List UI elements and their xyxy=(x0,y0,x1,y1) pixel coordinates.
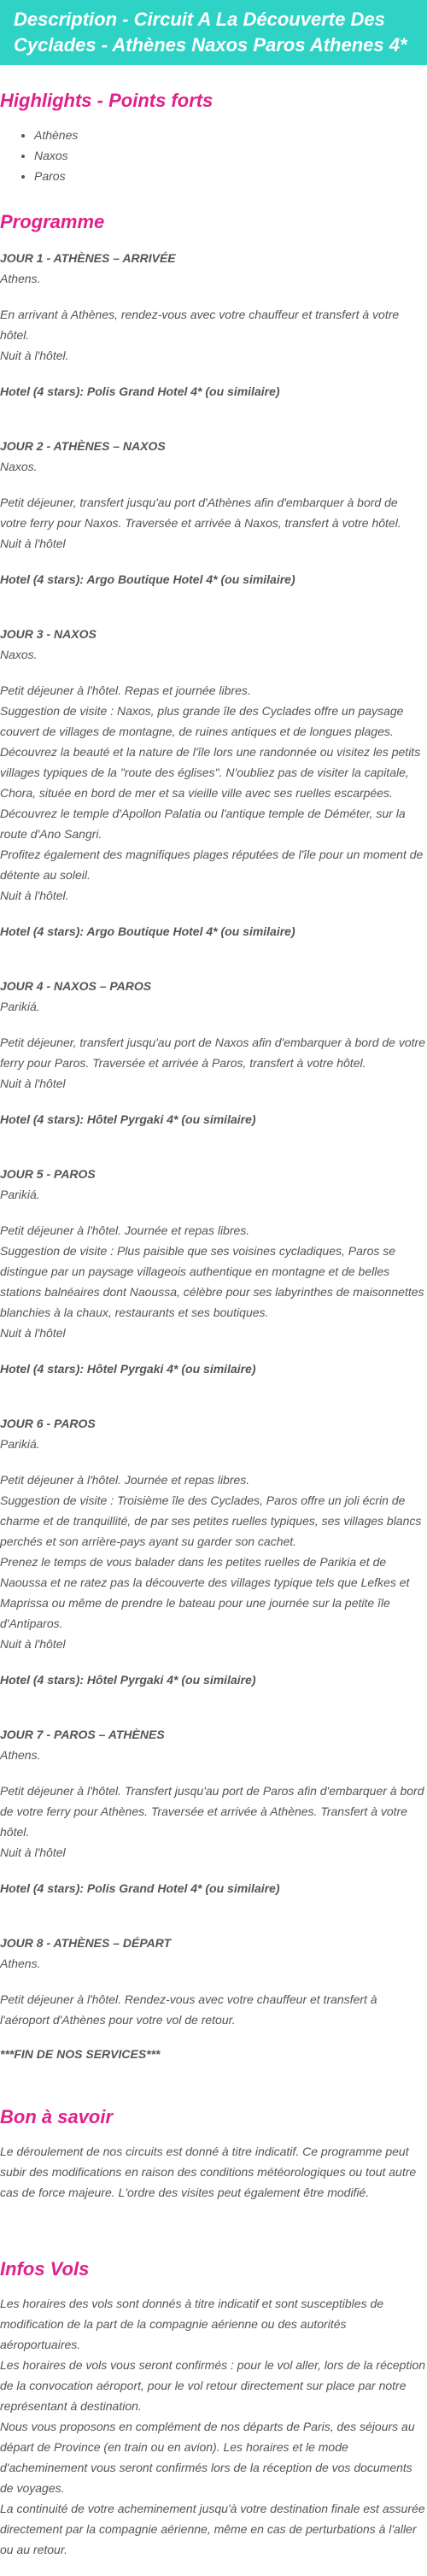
day-description xyxy=(0,680,427,906)
day-city: Athens. xyxy=(0,1957,41,1970)
infos-vols-text xyxy=(0,2293,427,2560)
day-paragraph: Profitez également des magnifiques plages réputées de l'île pour un moment de détente au soleil. xyxy=(0,848,424,882)
infos-vols-paragraph: Les horaires de vols vous seront confirmés : pour le vol aller, lors de la réception de la convocation aéroport, pour le vol retour directement sur place par notre représentant à destination. xyxy=(0,2358,426,2413)
day-6 xyxy=(0,1415,427,1688)
highlight-item: • Naxos xyxy=(34,145,427,166)
day-city: Parikiá. xyxy=(0,1188,40,1201)
day-paragraph: En arrivant à Athènes, rendez-vous avec votre chauffeur et transfert à votre hôtel. xyxy=(0,308,400,342)
infos-vols-paragraph: Les horaires des vols sont donnés à titre indicatif et sont susceptibles de modification de la part de la compagnie aérienne ou des autorités aéroportuaires. xyxy=(0,2297,384,2351)
day-paragraph: Nuit à l'hôtel xyxy=(0,1637,66,1651)
day-paragraph: Petit déjeuner, transfert jusqu'au port de Naxos afin d'embarquer à bord de votre ferry pour Paros. Traversée et arrivée à Paros, transfert à votre hôtel. xyxy=(0,1036,425,1070)
day-paragraph: Nuit à l'hôtel xyxy=(0,1845,66,1859)
bon-a-savoir-heading: Bon à savoir xyxy=(0,2106,114,2127)
day-3 xyxy=(0,625,427,940)
programme-days xyxy=(0,249,427,2030)
day-paragraph: Petit déjeuner à l'hôtel. Repas et journée libres. xyxy=(0,684,251,697)
day-city: Parikiá. xyxy=(0,1437,40,1451)
day-paragraph: Petit déjeuner à l'hôtel. Rendez-vous avec votre chauffeur et transfert à l'aéroport d'Athènes pour votre vol de retour. xyxy=(0,1992,377,2027)
highlights-heading: Highlights - Points forts xyxy=(0,90,214,111)
infos-vols-paragraph: Nous vous proposons en complément de nos départs de Paris, des séjours au départ de Province (en train ou en avion). Les horaires et le mode d'acheminement vous seront confirmés lors de la réception de vos documents de voyages. xyxy=(0,2420,415,2495)
day-5 xyxy=(0,1165,427,1377)
day-title: JOUR 7 - PAROS – ATHÈNES xyxy=(0,1728,165,1741)
day-paragraph: Nuit à l'hôtel xyxy=(0,1326,66,1340)
day-paragraph: Nuit à l'hôtel. xyxy=(0,349,69,362)
highlight-item: • Athènes xyxy=(34,125,427,145)
day-hotel: Hotel (4 stars): Hôtel Pyrgaki 4* (ou similaire) xyxy=(0,1673,256,1687)
day-8 xyxy=(0,1934,427,2030)
day-1 xyxy=(0,249,427,400)
day-paragraph: Nuit à l'hôtel xyxy=(0,1077,66,1090)
day-paragraph: Prenez le temps de vous balader dans les petites ruelles de Parikia et de Naoussa et ne ratez pas la découverte des villages typique tels que Lefkes et Maprissa ou même de prendre le bateau pour une journée sur la petite île d'Antiparos. xyxy=(0,1555,410,1630)
day-hotel: Hotel (4 stars): Polis Grand Hotel 4* (ou similaire) xyxy=(0,384,280,398)
day-hotel: Hotel (4 stars): Polis Grand Hotel 4* (ou similaire) xyxy=(0,1881,280,1895)
day-description xyxy=(0,492,427,554)
day-paragraph: Suggestion de visite : Naxos, plus grande île des Cyclades offre un paysage couvert de villages de montagne, de ruines antiques et de longues plages. Découvrez la beauté et la nature de l'île lors une randonnée ou visitez les petits villages typiques de la "route des églises". N'oubliez pas de visiter la capitale, Chora, située en bord de mer et sa vieille ville avec ses ruelles escarpées. Découvrez le temple d'Apollon Palatia ou l'antique temple de Déméter, sur la route d'Ano Sangri. xyxy=(0,704,421,841)
day-paragraph: Suggestion de visite : Troisième île des Cyclades, Paros offre un joli écrin de charme et de tranquillité, de par ses petites ruelles typiques, ses villages blancs perchés et son arrière-pays ayant su garder son cachet. xyxy=(0,1493,422,1548)
day-city: Parikiá. xyxy=(0,1000,40,1013)
day-description xyxy=(0,1989,427,2030)
day-description xyxy=(0,1032,427,1094)
day-description xyxy=(0,1220,427,1343)
bon-a-savoir-paragraph: Le déroulement de nos circuits est donné à titre indicatif. Ce programme peut subir des modifications en raison des conditions météorologiques ou tout autre cas de force majeure. L'ordre des visites peut également être modifié. xyxy=(0,2145,417,2199)
highlight-item: • Paros xyxy=(34,166,427,186)
day-7 xyxy=(0,1726,427,1897)
day-city: Athens. xyxy=(0,272,41,285)
day-title: JOUR 5 - PAROS xyxy=(0,1167,96,1181)
day-title: JOUR 4 - NAXOS – PAROS xyxy=(0,979,152,993)
highlights-list xyxy=(0,125,427,186)
day-city: Naxos. xyxy=(0,460,38,473)
day-title: JOUR 6 - PAROS xyxy=(0,1417,96,1430)
infos-vols-heading: Infos Vols xyxy=(0,2258,90,2280)
infos-vols-paragraph: La continuité de votre acheminement jusqu'à votre destination finale est assurée directement par la compagnie aérienne, même en cas de perturbations à l'aller ou au retour. xyxy=(0,2502,425,2556)
day-hotel: Hotel (4 stars): Hôtel Pyrgaki 4* (ou similaire) xyxy=(0,1362,256,1376)
page-title: Description - Circuit A La Découverte Des Cyclades - Athènes Naxos Paros Athenes 4* xyxy=(0,0,427,65)
day-description xyxy=(0,304,427,366)
day-paragraph: Petit déjeuner à l'hôtel. Journée et repas libres. xyxy=(0,1223,250,1237)
day-title: JOUR 2 - ATHÈNES – NAXOS xyxy=(0,439,166,453)
bon-a-savoir-text xyxy=(0,2141,427,2203)
end-of-services: ***FIN DE NOS SERVICES*** xyxy=(0,2047,161,2061)
day-paragraph: Petit déjeuner, transfert jusqu'au port d'Athènes afin d'embarquer à bord de votre ferry pour Naxos. Traversée et arrivée à Naxos, transfert à votre hôtel. xyxy=(0,496,401,530)
programme-heading: Programme xyxy=(0,211,105,232)
day-paragraph: Suggestion de visite : Plus paisible que ses voisines cycladiques, Paros se distingue par un paysage villageois authentique en montagne et de belles stations balnéaires dont Naoussa, célèbre pour ses labyrinthes de maisonnettes blanchies à la chaux, restaurants et ses boutiques. xyxy=(0,1244,424,1319)
day-hotel: Hotel (4 stars): Argo Boutique Hotel 4* (ou similaire) xyxy=(0,572,295,586)
day-paragraph: Petit déjeuner à l'hôtel. Transfert jusqu'au port de Paros afin d'embarquer à bord de votre ferry pour Athènes. Traversée et arrivée à Athènes. Transfert à votre hôtel. xyxy=(0,1784,424,1839)
day-title: JOUR 8 - ATHÈNES – DÉPART xyxy=(0,1936,172,1950)
day-2 xyxy=(0,437,427,588)
day-hotel: Hotel (4 stars): Hôtel Pyrgaki 4* (ou similaire) xyxy=(0,1112,256,1126)
day-city: Athens. xyxy=(0,1748,41,1762)
day-paragraph: Nuit à l'hôtel. xyxy=(0,889,69,902)
day-description xyxy=(0,1781,427,1863)
day-paragraph: Nuit à l'hôtel xyxy=(0,537,66,550)
day-hotel: Hotel (4 stars): Argo Boutique Hotel 4* (ou similaire) xyxy=(0,924,295,938)
day-title: JOUR 1 - ATHÈNES – ARRIVÉE xyxy=(0,251,176,265)
day-title: JOUR 3 - NAXOS xyxy=(0,627,97,641)
day-city: Naxos. xyxy=(0,648,38,661)
day-4 xyxy=(0,977,427,1128)
day-paragraph: Petit déjeuner à l'hôtel. Journée et repas libres. xyxy=(0,1473,250,1487)
day-description xyxy=(0,1470,427,1654)
